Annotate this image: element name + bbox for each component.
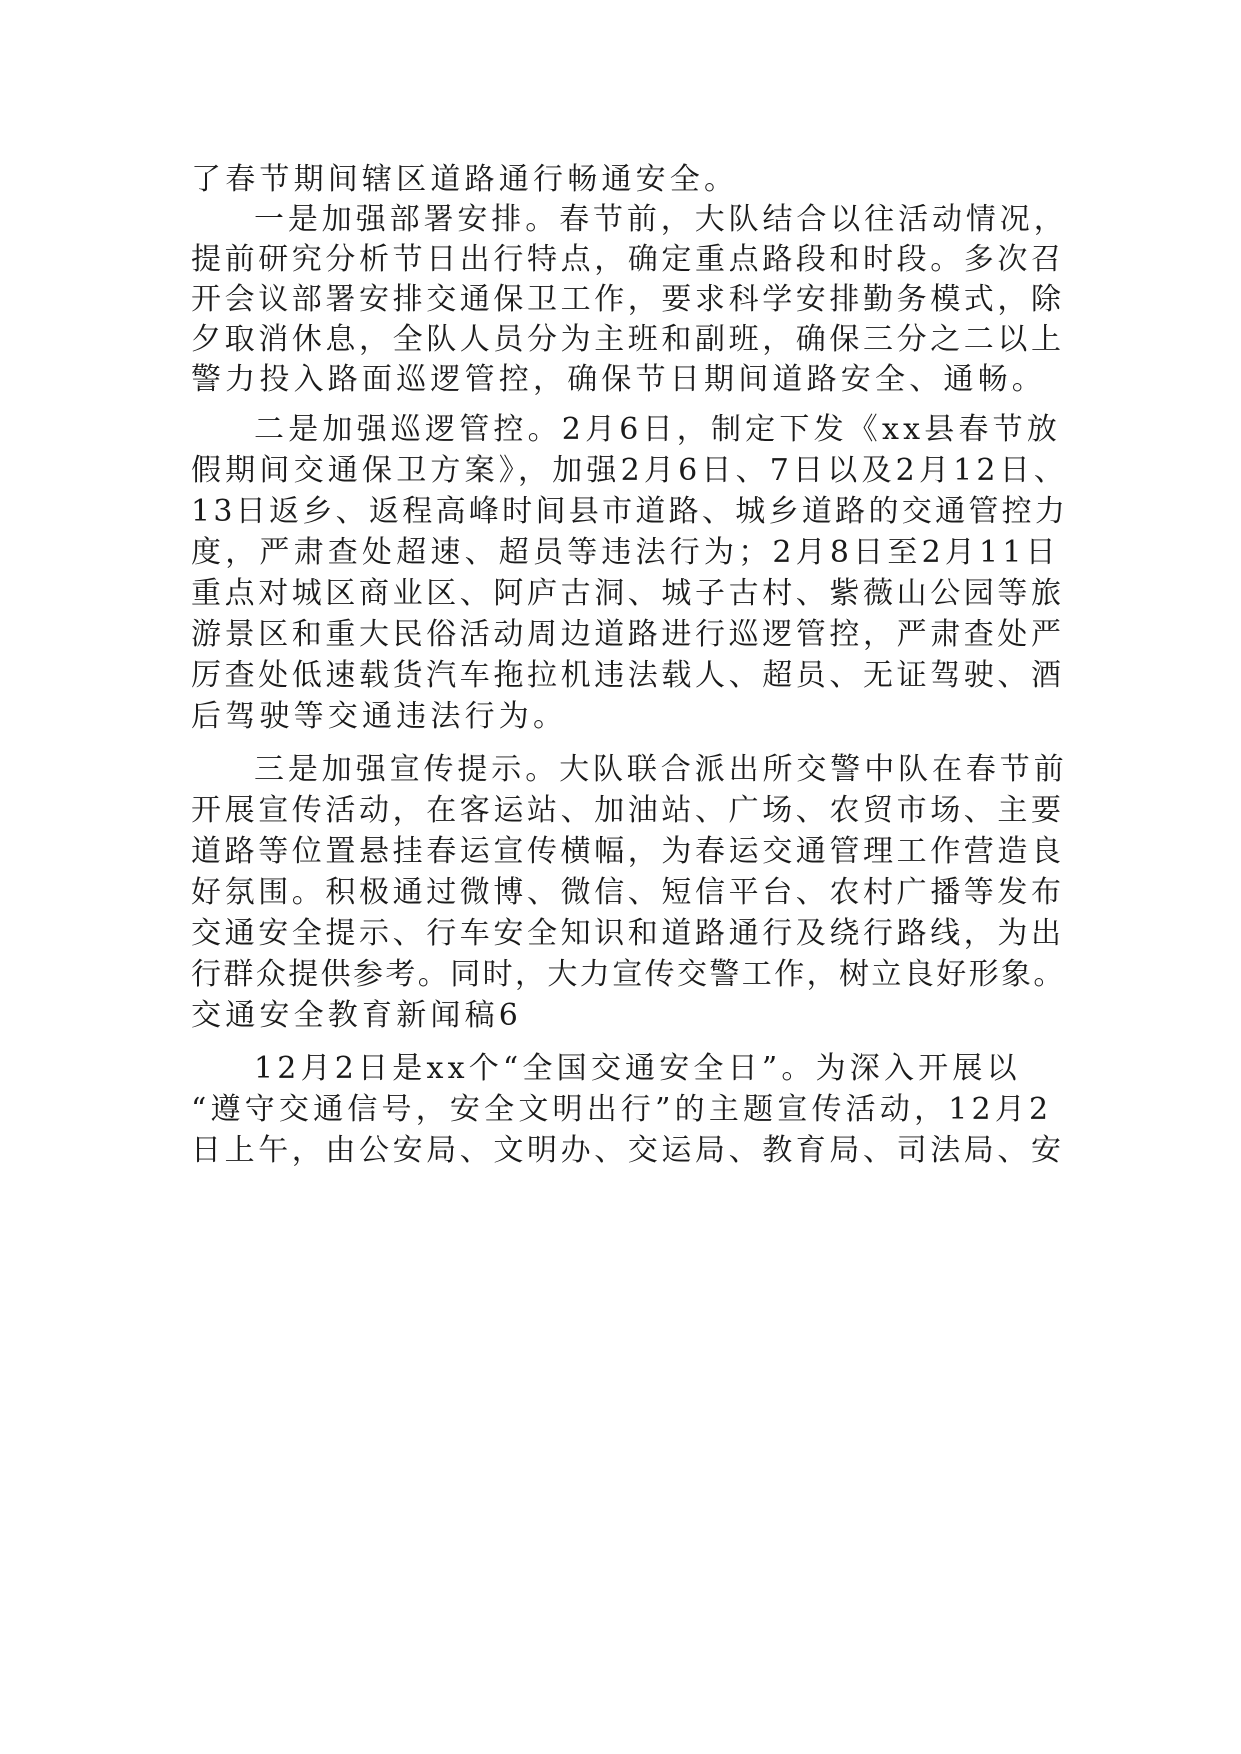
paragraph-start-line: 三是加强宣传提示。大队联合派出所交警中队在春节前 bbox=[254, 752, 1068, 787]
text-line: 开展宣传活动，在客运站、加油站、广场、农贸市场、主要 bbox=[191, 793, 1065, 828]
text-line: 行群众提供参考。同时，大力宣传交警工作，树立良好形象。 bbox=[191, 957, 1066, 992]
text-line: 提前研究分析节日出行特点，确定重点路段和时段。多次召 bbox=[191, 242, 1065, 277]
text-line: 假期间交通保卫方案》，加强2月6日、7日以及2月12日、 bbox=[191, 453, 1069, 488]
text-line: 好氛围。积极通过微博、微信、短信平台、农村广播等发布 bbox=[191, 875, 1065, 910]
text-line: 厉查处低速载货汽车拖拉机违法载人、超员、无证驾驶、酒 bbox=[191, 658, 1065, 693]
text-line: 13日返乡、返程高峰时间县市道路、城乡道路的交通管控力 bbox=[191, 494, 1069, 529]
paragraph-start-line: 一是加强部署安排。春节前，大队结合以往活动情况， bbox=[254, 202, 1068, 237]
text-line: 开会议部署安排交通保卫工作，要求科学安排勤务模式，除 bbox=[191, 282, 1065, 317]
text-line: “遵守交通信号，安全文明出行”的主题宣传活动，12月2 bbox=[191, 1092, 1053, 1127]
text-line: 重点对城区商业区、阿庐古洞、城子古村、紫薇山公园等旅 bbox=[191, 576, 1065, 611]
paragraph-start-line: 二是加强巡逻管控。2月6日，制定下发《xx县春节放 bbox=[254, 412, 1062, 447]
text-line: 日上午，由公安局、文明办、交运局、教育局、司法局、安 bbox=[191, 1133, 1065, 1168]
paragraph-start-line: 12月2日是xx个“全国交通安全日”。为深入开展以 bbox=[254, 1051, 1021, 1086]
text-line: 交通安全提示、行车安全知识和道路通行及绕行路线，为出 bbox=[191, 916, 1065, 951]
text-line: 游景区和重大民俗活动周边道路进行巡逻管控，严肃查处严 bbox=[191, 617, 1065, 652]
text-line: 夕取消休息，全队人员分为主班和副班，确保三分之二以上 bbox=[191, 322, 1065, 357]
text-line: 警力投入路面巡逻管控，确保节日期间道路安全、通畅。 bbox=[191, 362, 1046, 397]
text-line: 道路等位置悬挂春运宣传横幅，为春运交通管理工作营造良 bbox=[191, 834, 1065, 869]
text-line: 度，严肃查处超速、超员等违法行为；2月8日至2月11日 bbox=[191, 535, 1060, 570]
article-heading: 交通安全教育新闻稿6 bbox=[191, 998, 523, 1033]
text-line: 后驾驶等交通违法行为。 bbox=[191, 699, 568, 734]
text-line: 了春节期间辖区道路通行畅通安全。 bbox=[191, 162, 739, 197]
